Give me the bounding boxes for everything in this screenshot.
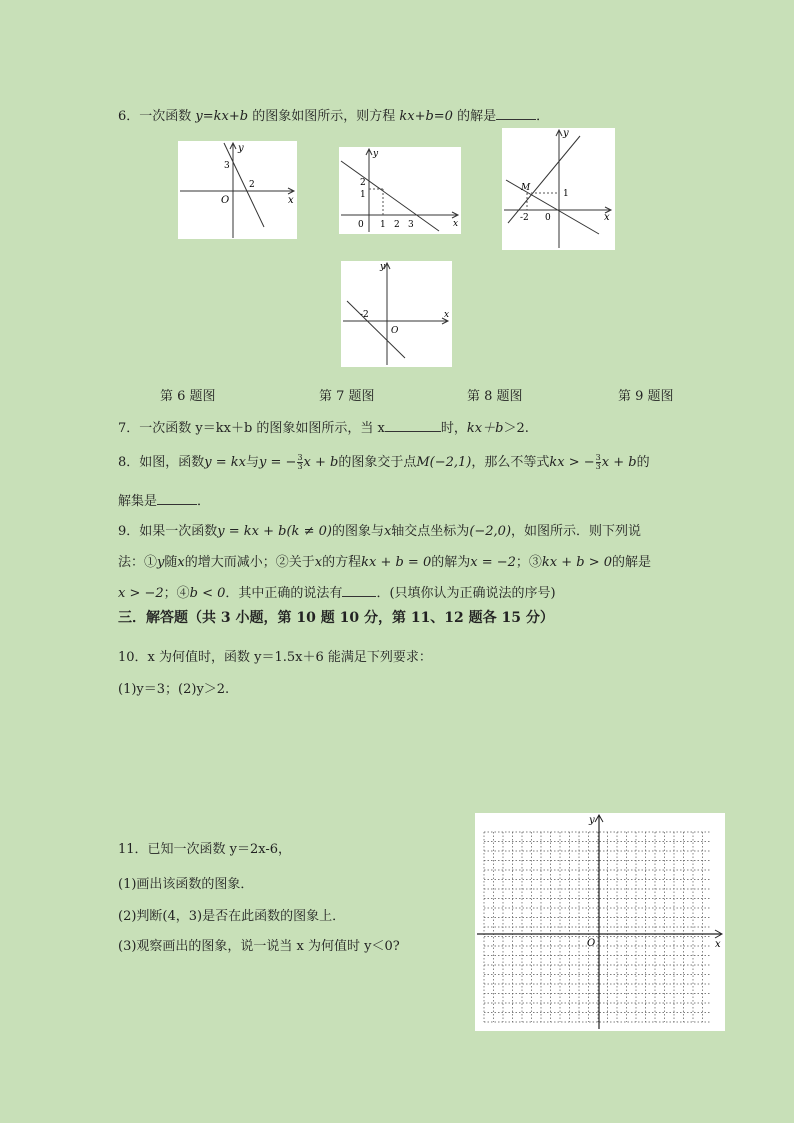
question-9-cont2: x > −2；④b < 0．其中正确的说法有 ．(只填你认为正确说法的序号) bbox=[118, 586, 556, 601]
grid-lines bbox=[484, 832, 711, 1022]
origin-label: 0 bbox=[545, 213, 551, 223]
tick-label: 2 bbox=[249, 180, 255, 190]
question-11: 11．已知一次函数 y＝2x-6， bbox=[118, 842, 292, 857]
tick-label: 2 bbox=[360, 178, 366, 188]
x-axis-label: x bbox=[453, 219, 459, 229]
question-11-part-2: (2)判断(4，3)是否在此函数的图象上． bbox=[118, 909, 346, 924]
fraction: $\frac{3}{3}$ bbox=[595, 453, 601, 471]
question-7: 7．一次函数 y＝kx＋b 的图象如图所示，当 x 时，kx＋b＞2. bbox=[118, 421, 529, 436]
question-11-part-3: (3)观察画出的图象，说一说当 x 为何值时 y＜0? bbox=[118, 939, 400, 954]
answer-blank[interactable] bbox=[157, 492, 197, 505]
tick-label: -2 bbox=[360, 310, 369, 320]
tick-label: 2 bbox=[394, 220, 400, 230]
figure-9 bbox=[341, 261, 452, 367]
figure-8 bbox=[502, 128, 615, 250]
answer-blank[interactable] bbox=[385, 419, 441, 432]
tick-label: 1 bbox=[563, 189, 569, 199]
y-axis-label: y bbox=[563, 128, 569, 139]
x-axis-label: x bbox=[715, 939, 721, 950]
y-axis-label: y bbox=[373, 149, 379, 159]
answer-blank[interactable] bbox=[342, 584, 376, 597]
origin-label: O bbox=[221, 195, 230, 206]
question-10-parts: (1)y＝3；(2)y＞2. bbox=[118, 682, 230, 697]
figure-6 bbox=[178, 141, 297, 239]
question-10: 10．x 为何值时，函数 y＝1.5x＋6 能满足下列要求： bbox=[118, 650, 432, 665]
caption-figure-8: 第 8 题图 bbox=[467, 389, 523, 404]
caption-figure-9: 第 9 题图 bbox=[618, 389, 674, 404]
tick-label: 3 bbox=[224, 161, 230, 171]
x-axis-label: x bbox=[288, 195, 294, 206]
question-11-part-1: (1)画出该函数的图象． bbox=[118, 877, 254, 892]
tick-label: 3 bbox=[408, 220, 414, 230]
point-m-label: M bbox=[521, 183, 531, 193]
origin-label: O bbox=[587, 938, 596, 949]
question-8: 8．如图，函数y = kx与y = − $\frac{3}{3}$ x + b的图象交于点M(−2,1)，那么不等式kx > − $\frac{3}{3}$ x + b的 bbox=[118, 453, 650, 471]
fraction: $\frac{3}{3}$ bbox=[297, 453, 303, 471]
question-9: 9．如果一次函数y = kx + b(k ≠ 0)的图象与x轴交点坐标为(−2,0)，如图所示．则下列说 bbox=[118, 524, 642, 539]
caption-figure-6: 第 6 题图 bbox=[160, 389, 216, 404]
y-axis-label: y bbox=[589, 815, 595, 826]
tick-label: 1 bbox=[360, 190, 366, 200]
tick-label: -2 bbox=[520, 213, 529, 223]
x-axis-label: x bbox=[444, 310, 450, 320]
coordinate-grid[interactable] bbox=[475, 813, 725, 1031]
origin-label: 0 bbox=[358, 220, 364, 230]
question-8-cont: 解集是 ． bbox=[118, 494, 211, 509]
answer-blank[interactable] bbox=[496, 107, 536, 120]
caption-figure-7: 第 7 题图 bbox=[319, 389, 375, 404]
question-6: 6．一次函数 y=kx+b 的图象如图所示，则方程 kx+b=0 的解是 ． bbox=[118, 109, 550, 124]
figure-7 bbox=[339, 147, 461, 234]
section-heading: 三．解答题（共 3 小题，第 10 题 10 分，第 11、12 题各 15 分） bbox=[118, 610, 554, 626]
x-axis-label: x bbox=[604, 212, 610, 223]
tick-label: 1 bbox=[380, 220, 386, 230]
origin-label: O bbox=[391, 326, 399, 336]
y-axis-label: y bbox=[238, 143, 244, 154]
question-9-cont: 法：①y随x的增大而减小；②关于x的方程kx + b = 0的解为x = −2；③kx + b > 0的解是 bbox=[118, 555, 652, 570]
y-axis-label: y bbox=[380, 262, 386, 272]
